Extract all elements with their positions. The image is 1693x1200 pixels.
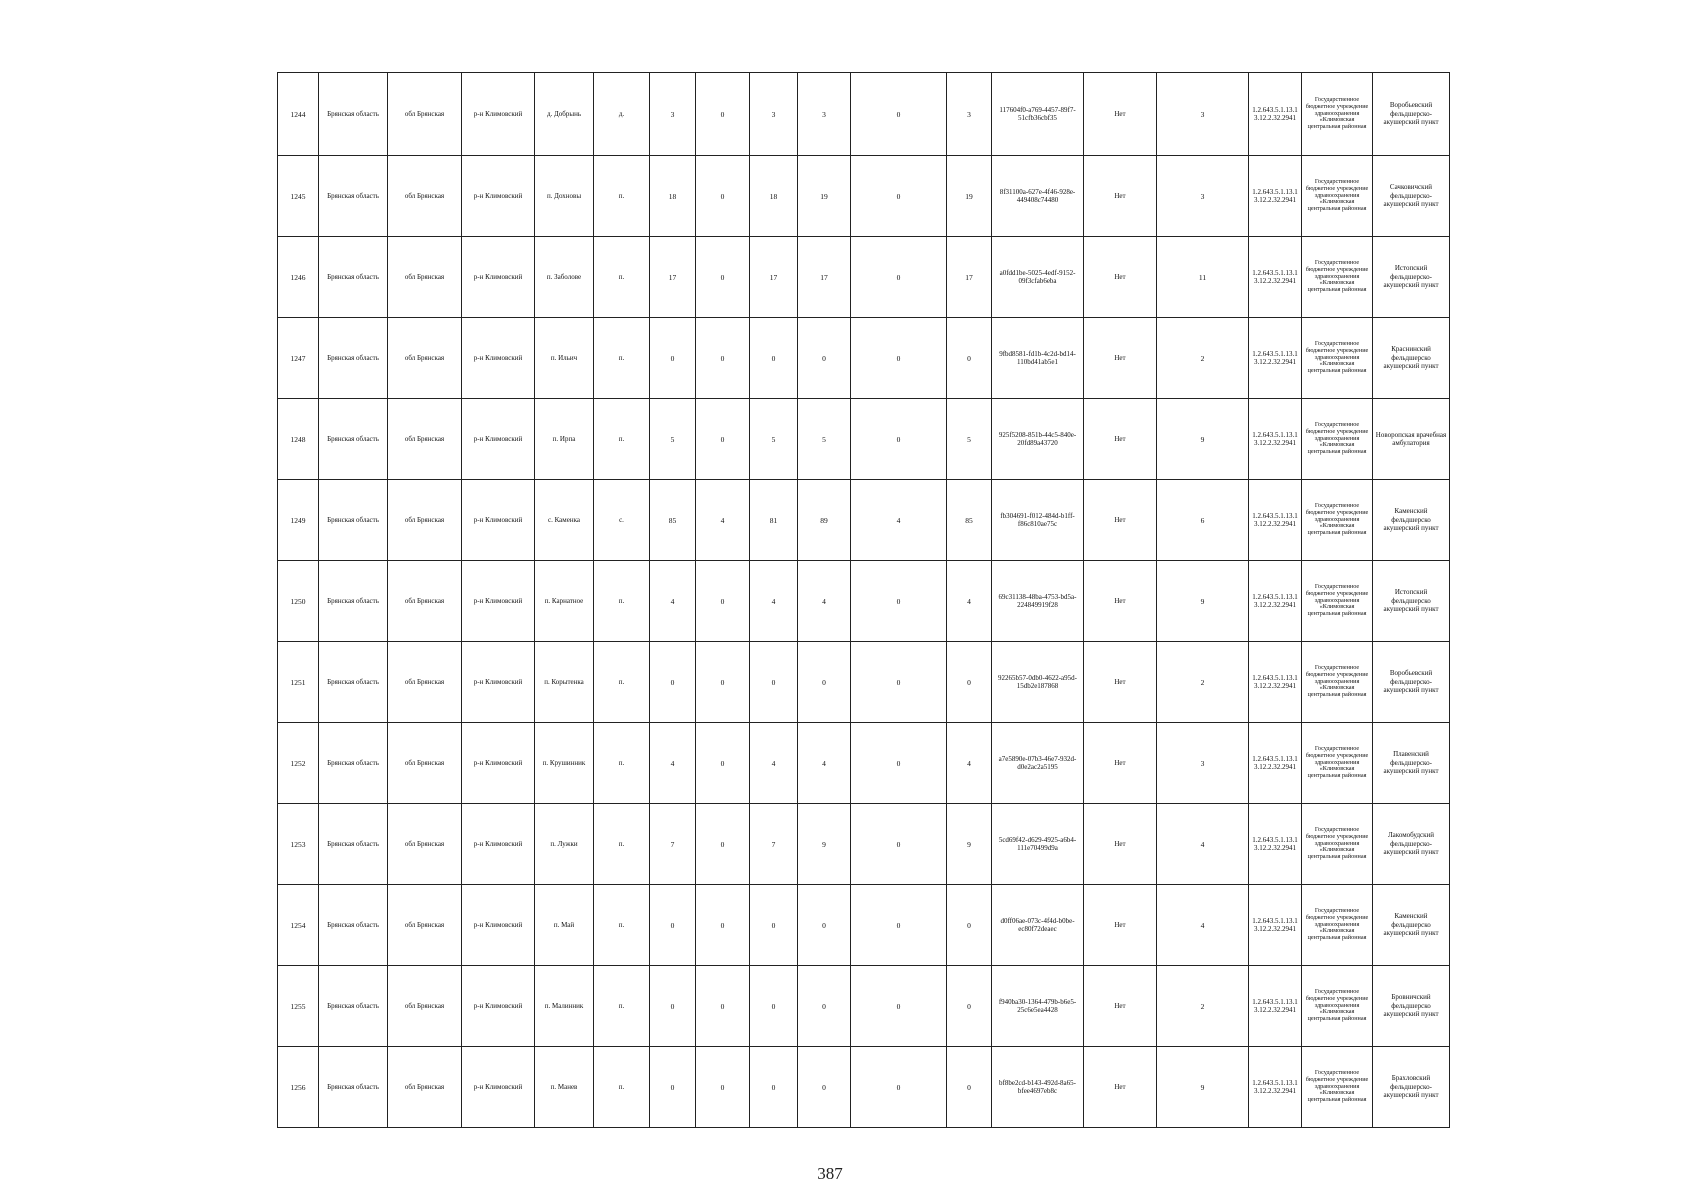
district-cell: р-н Климовский: [462, 480, 535, 561]
value-cell: 0: [696, 885, 750, 966]
uuid-cell: bf8be2cd-b143-492d-8a65-bfee4697eb8c: [992, 1047, 1084, 1128]
row-id: 1245: [278, 156, 319, 237]
value-cell: 19: [947, 156, 992, 237]
value-cell: 0: [851, 723, 947, 804]
district-cell: р-н Климовский: [462, 885, 535, 966]
flag-cell: Нет: [1084, 156, 1157, 237]
district-cell: р-н Климовский: [462, 318, 535, 399]
value-cell: 0: [851, 73, 947, 156]
settlement-cell: п. Карнатное: [535, 561, 594, 642]
oblast-cell: обл Брянская: [388, 642, 462, 723]
flag-cell: Нет: [1084, 399, 1157, 480]
organization-cell: Государственное бюджетное учреждение здравоохранения «Климовская центральная районная: [1302, 966, 1373, 1047]
table-row: [278, 561, 1450, 642]
oblast-cell: обл Брянская: [388, 804, 462, 885]
facility-cell: Сачковичский фельдшерско-акушерский пункт: [1373, 156, 1450, 237]
region-cell: Брянская область: [319, 480, 388, 561]
settlement-type-cell: п.: [594, 237, 650, 318]
value-cell: 0: [650, 1047, 696, 1128]
oid-cell: 1.2.643.5.1.13.13.12.2.32.2941: [1249, 318, 1302, 399]
oid-cell: 1.2.643.5.1.13.13.12.2.32.2941: [1249, 480, 1302, 561]
oblast-cell: обл Брянская: [388, 480, 462, 561]
organization-cell: Государственное бюджетное учреждение здравоохранения «Климовская центральная районная: [1302, 399, 1373, 480]
row-id: 1250: [278, 561, 319, 642]
table-row: [278, 723, 1450, 804]
organization-cell: Государственное бюджетное учреждение здравоохранения «Климовская центральная районная: [1302, 1047, 1373, 1128]
flag-cell: Нет: [1084, 723, 1157, 804]
district-cell: р-н Климовский: [462, 1047, 535, 1128]
value-cell: 4: [750, 723, 798, 804]
value-cell: 3: [798, 73, 851, 156]
settlement-cell: с. Каменка: [535, 480, 594, 561]
value-cell: 18: [750, 156, 798, 237]
value-cell: 17: [650, 237, 696, 318]
settlement-cell: д. Добрынь: [535, 73, 594, 156]
value-cell: 0: [696, 966, 750, 1047]
oid-cell: 1.2.643.5.1.13.13.12.2.32.2941: [1249, 561, 1302, 642]
value-cell: 4: [750, 561, 798, 642]
value-cell: 7: [650, 804, 696, 885]
organization-cell: Государственное бюджетное учреждение здравоохранения «Климовская центральная районная: [1302, 318, 1373, 399]
table-row: [278, 156, 1450, 237]
facility-cell: Бровничский фельдшерско акушерский пункт: [1373, 966, 1450, 1047]
organization-cell: Государственное бюджетное учреждение здравоохранения «Климовская центральная районная: [1302, 237, 1373, 318]
value-cell: 0: [750, 885, 798, 966]
value-cell: 0: [851, 399, 947, 480]
value-cell: 4: [696, 480, 750, 561]
uuid-cell: 92265b57-0db0-4622-a95d-15db2e187868: [992, 642, 1084, 723]
count-cell: 3: [1157, 156, 1249, 237]
region-cell: Брянская область: [319, 642, 388, 723]
facility-cell: Новоропская врачебная амбулатория: [1373, 399, 1450, 480]
row-id: 1247: [278, 318, 319, 399]
settlement-type-cell: п.: [594, 885, 650, 966]
uuid-cell: f940ba30-1364-479b-b6e5-25c6e5ea4428: [992, 966, 1084, 1047]
settlement-cell: п. Лужки: [535, 804, 594, 885]
district-cell: р-н Климовский: [462, 642, 535, 723]
organization-cell: Государственное бюджетное учреждение здравоохранения «Климовская центральная районная: [1302, 885, 1373, 966]
table-body: [278, 73, 1450, 1128]
value-cell: 4: [947, 723, 992, 804]
organization-cell: Государственное бюджетное учреждение здравоохранения «Климовская центральная районная: [1302, 804, 1373, 885]
count-cell: 3: [1157, 73, 1249, 156]
value-cell: 0: [696, 642, 750, 723]
settlement-type-cell: п.: [594, 1047, 650, 1128]
uuid-cell: fb304691-f012-484d-b1ff-f86c810ae75c: [992, 480, 1084, 561]
value-cell: 0: [798, 885, 851, 966]
organization-cell: Государственное бюджетное учреждение здравоохранения «Климовская центральная районная: [1302, 156, 1373, 237]
flag-cell: Нет: [1084, 561, 1157, 642]
settlement-type-cell: с.: [594, 480, 650, 561]
region-cell: Брянская область: [319, 966, 388, 1047]
table-row: [278, 399, 1450, 480]
value-cell: 0: [851, 966, 947, 1047]
settlement-type-cell: п.: [594, 399, 650, 480]
district-cell: р-н Климовский: [462, 156, 535, 237]
flag-cell: Нет: [1084, 966, 1157, 1047]
flag-cell: Нет: [1084, 1047, 1157, 1128]
value-cell: 0: [947, 318, 992, 399]
value-cell: 89: [798, 480, 851, 561]
row-id: 1249: [278, 480, 319, 561]
value-cell: 3: [947, 73, 992, 156]
settlement-type-cell: п.: [594, 966, 650, 1047]
row-id: 1248: [278, 399, 319, 480]
value-cell: 0: [851, 1047, 947, 1128]
value-cell: 0: [650, 966, 696, 1047]
value-cell: 0: [798, 1047, 851, 1128]
facility-cell: Истопский фельдшерско-акушерский пункт: [1373, 237, 1450, 318]
value-cell: 4: [851, 480, 947, 561]
uuid-cell: 925f5208-851b-44c5-840e-20fd89a43720: [992, 399, 1084, 480]
value-cell: 5: [798, 399, 851, 480]
uuid-cell: a7e5890e-07b3-46e7-932d-d0e2ac2a5195: [992, 723, 1084, 804]
value-cell: 0: [696, 723, 750, 804]
value-cell: 0: [798, 642, 851, 723]
settlement-cell: п. Манев: [535, 1047, 594, 1128]
settlement-cell: п. Заболове: [535, 237, 594, 318]
facility-cell: Краснинский фельдшерско акушерский пункт: [1373, 318, 1450, 399]
settlement-cell: п. Малинник: [535, 966, 594, 1047]
table-row: [278, 966, 1450, 1047]
value-cell: 0: [696, 237, 750, 318]
table-row: [278, 1047, 1450, 1128]
row-id: 1255: [278, 966, 319, 1047]
row-id: 1252: [278, 723, 319, 804]
value-cell: 0: [650, 318, 696, 399]
value-cell: 5: [650, 399, 696, 480]
table-row: [278, 318, 1450, 399]
table-row: [278, 480, 1450, 561]
count-cell: 2: [1157, 318, 1249, 399]
count-cell: 9: [1157, 399, 1249, 480]
oid-cell: 1.2.643.5.1.13.13.12.2.32.2941: [1249, 399, 1302, 480]
facility-cell: Истопский фельдшерско акушерский пункт: [1373, 561, 1450, 642]
flag-cell: Нет: [1084, 804, 1157, 885]
value-cell: 4: [650, 723, 696, 804]
uuid-cell: 117604f0-a769-4457-89f7-51cfb36cbf35: [992, 73, 1084, 156]
oid-cell: 1.2.643.5.1.13.13.12.2.32.2941: [1249, 966, 1302, 1047]
value-cell: 0: [851, 237, 947, 318]
district-cell: р-н Климовский: [462, 723, 535, 804]
settlement-type-cell: п.: [594, 318, 650, 399]
facility-cell: Каменский фельдшерско акушерский пункт: [1373, 480, 1450, 561]
settlement-cell: п. Ильич: [535, 318, 594, 399]
value-cell: 85: [650, 480, 696, 561]
value-cell: 7: [750, 804, 798, 885]
region-cell: Брянская область: [319, 156, 388, 237]
oid-cell: 1.2.643.5.1.13.13.12.2.32.2941: [1249, 156, 1302, 237]
value-cell: 0: [851, 642, 947, 723]
value-cell: 0: [750, 318, 798, 399]
table-row: [278, 885, 1450, 966]
value-cell: 0: [650, 885, 696, 966]
district-cell: р-н Климовский: [462, 804, 535, 885]
oblast-cell: обл Брянская: [388, 156, 462, 237]
oid-cell: 1.2.643.5.1.13.13.12.2.32.2941: [1249, 723, 1302, 804]
uuid-cell: d0ff06ae-073c-4f4d-b0be-ec80f72deaec: [992, 885, 1084, 966]
row-id: 1251: [278, 642, 319, 723]
oid-cell: 1.2.643.5.1.13.13.12.2.32.2941: [1249, 885, 1302, 966]
facility-cell: Плавенский фельдшерско-акушерский пункт: [1373, 723, 1450, 804]
value-cell: 0: [696, 399, 750, 480]
value-cell: 0: [798, 318, 851, 399]
value-cell: 0: [947, 966, 992, 1047]
district-cell: р-н Климовский: [462, 73, 535, 156]
oblast-cell: обл Брянская: [388, 237, 462, 318]
flag-cell: Нет: [1084, 73, 1157, 156]
table-row: [278, 804, 1450, 885]
value-cell: 0: [696, 804, 750, 885]
value-cell: 85: [947, 480, 992, 561]
oblast-cell: обл Брянская: [388, 318, 462, 399]
settlement-type-cell: д.: [594, 73, 650, 156]
district-cell: р-н Климовский: [462, 399, 535, 480]
settlement-type-cell: п.: [594, 642, 650, 723]
region-cell: Брянская область: [319, 561, 388, 642]
organization-cell: Государственное бюджетное учреждение здравоохранения «Климовская центральная районная: [1302, 642, 1373, 723]
settlement-cell: п. Май: [535, 885, 594, 966]
row-id: 1246: [278, 237, 319, 318]
value-cell: 0: [696, 561, 750, 642]
value-cell: 0: [798, 966, 851, 1047]
value-cell: 0: [851, 318, 947, 399]
count-cell: 2: [1157, 642, 1249, 723]
flag-cell: Нет: [1084, 885, 1157, 966]
uuid-cell: 8f31100a-627e-4f46-928e-449408c74480: [992, 156, 1084, 237]
settlement-cell: п. Крушинник: [535, 723, 594, 804]
facility-cell: Воробьевский фельдшерско-акушерский пункт: [1373, 73, 1450, 156]
value-cell: 3: [750, 73, 798, 156]
table-row: [278, 642, 1450, 723]
uuid-cell: 69c31138-48ba-4753-bd5a-224849919f28: [992, 561, 1084, 642]
oid-cell: 1.2.643.5.1.13.13.12.2.32.2941: [1249, 237, 1302, 318]
oblast-cell: обл Брянская: [388, 561, 462, 642]
value-cell: 0: [696, 73, 750, 156]
value-cell: 17: [750, 237, 798, 318]
count-cell: 4: [1157, 885, 1249, 966]
value-cell: 4: [798, 561, 851, 642]
value-cell: 0: [750, 966, 798, 1047]
district-cell: р-н Климовский: [462, 966, 535, 1047]
organization-cell: Государственное бюджетное учреждение здравоохранения «Климовская центральная районная: [1302, 73, 1373, 156]
uuid-cell: 5cd69f42-d629-4925-a6b4-111e70499d9a: [992, 804, 1084, 885]
district-cell: р-н Климовский: [462, 237, 535, 318]
settlement-cell: п. Корытенка: [535, 642, 594, 723]
oblast-cell: обл Брянская: [388, 966, 462, 1047]
value-cell: 0: [851, 885, 947, 966]
value-cell: 0: [851, 156, 947, 237]
page-number: 387: [817, 1164, 843, 1183]
value-cell: 0: [696, 1047, 750, 1128]
value-cell: 0: [650, 642, 696, 723]
facility-cell: Каменский фельдшерско акушерский пункт: [1373, 885, 1450, 966]
value-cell: 4: [947, 561, 992, 642]
value-cell: 0: [947, 885, 992, 966]
value-cell: 0: [851, 804, 947, 885]
row-id: 1244: [278, 73, 319, 156]
flag-cell: Нет: [1084, 318, 1157, 399]
region-cell: Брянская область: [319, 318, 388, 399]
flag-cell: Нет: [1084, 480, 1157, 561]
value-cell: 17: [947, 237, 992, 318]
value-cell: 4: [650, 561, 696, 642]
region-cell: Брянская область: [319, 1047, 388, 1128]
count-cell: 2: [1157, 966, 1249, 1047]
value-cell: 19: [798, 156, 851, 237]
uuid-cell: 9fbd8581-fd1b-4c2d-bd14-110bd41ab5e1: [992, 318, 1084, 399]
oid-cell: 1.2.643.5.1.13.13.12.2.32.2941: [1249, 804, 1302, 885]
region-cell: Брянская область: [319, 73, 388, 156]
oblast-cell: обл Брянская: [388, 723, 462, 804]
oid-cell: 1.2.643.5.1.13.13.12.2.32.2941: [1249, 642, 1302, 723]
organization-cell: Государственное бюджетное учреждение здравоохранения «Климовская центральная районная: [1302, 480, 1373, 561]
row-id: 1253: [278, 804, 319, 885]
value-cell: 3: [650, 73, 696, 156]
row-id: 1256: [278, 1047, 319, 1128]
organization-cell: Государственное бюджетное учреждение здравоохранения «Климовская центральная районная: [1302, 723, 1373, 804]
count-cell: 4: [1157, 804, 1249, 885]
value-cell: 17: [798, 237, 851, 318]
facility-cell: Брахловский фельдшерско-акушерский пункт: [1373, 1047, 1450, 1128]
table-row: [278, 73, 1450, 156]
oblast-cell: обл Брянская: [388, 1047, 462, 1128]
organization-cell: Государственное бюджетное учреждение здравоохранения «Климовская центральная районная: [1302, 561, 1373, 642]
settlement-cell: п. Дохновы: [535, 156, 594, 237]
count-cell: 11: [1157, 237, 1249, 318]
value-cell: 0: [947, 642, 992, 723]
value-cell: 4: [798, 723, 851, 804]
settlement-type-cell: п.: [594, 156, 650, 237]
settlement-cell: п. Ирпа: [535, 399, 594, 480]
value-cell: 0: [696, 156, 750, 237]
flag-cell: Нет: [1084, 237, 1157, 318]
region-cell: Брянская область: [319, 804, 388, 885]
data-table: [277, 72, 1450, 1128]
value-cell: 0: [696, 318, 750, 399]
value-cell: 9: [798, 804, 851, 885]
oid-cell: 1.2.643.5.1.13.13.12.2.32.2941: [1249, 1047, 1302, 1128]
count-cell: 9: [1157, 561, 1249, 642]
district-cell: р-н Климовский: [462, 561, 535, 642]
flag-cell: Нет: [1084, 642, 1157, 723]
region-cell: Брянская область: [319, 723, 388, 804]
region-cell: Брянская область: [319, 237, 388, 318]
value-cell: 9: [947, 804, 992, 885]
oid-cell: 1.2.643.5.1.13.13.12.2.32.2941: [1249, 73, 1302, 156]
settlement-type-cell: п.: [594, 723, 650, 804]
value-cell: 5: [947, 399, 992, 480]
oblast-cell: обл Брянская: [388, 885, 462, 966]
value-cell: 5: [750, 399, 798, 480]
count-cell: 3: [1157, 723, 1249, 804]
oblast-cell: обл Брянская: [388, 73, 462, 156]
value-cell: 0: [750, 1047, 798, 1128]
settlement-type-cell: п.: [594, 804, 650, 885]
count-cell: 9: [1157, 1047, 1249, 1128]
region-cell: Брянская область: [319, 885, 388, 966]
value-cell: 0: [851, 561, 947, 642]
value-cell: 0: [947, 1047, 992, 1128]
facility-cell: Лакомобудский фельдшерско-акушерский пункт: [1373, 804, 1450, 885]
count-cell: 6: [1157, 480, 1249, 561]
facility-cell: Воробьевский фельдшерско-акушерский пункт: [1373, 642, 1450, 723]
row-id: 1254: [278, 885, 319, 966]
value-cell: 18: [650, 156, 696, 237]
region-cell: Брянская область: [319, 399, 388, 480]
value-cell: 0: [750, 642, 798, 723]
settlement-type-cell: п.: [594, 561, 650, 642]
table-row: [278, 237, 1450, 318]
oblast-cell: обл Брянская: [388, 399, 462, 480]
value-cell: 81: [750, 480, 798, 561]
uuid-cell: a0fdd1be-5025-4edf-9152-09f3cfab6eba: [992, 237, 1084, 318]
